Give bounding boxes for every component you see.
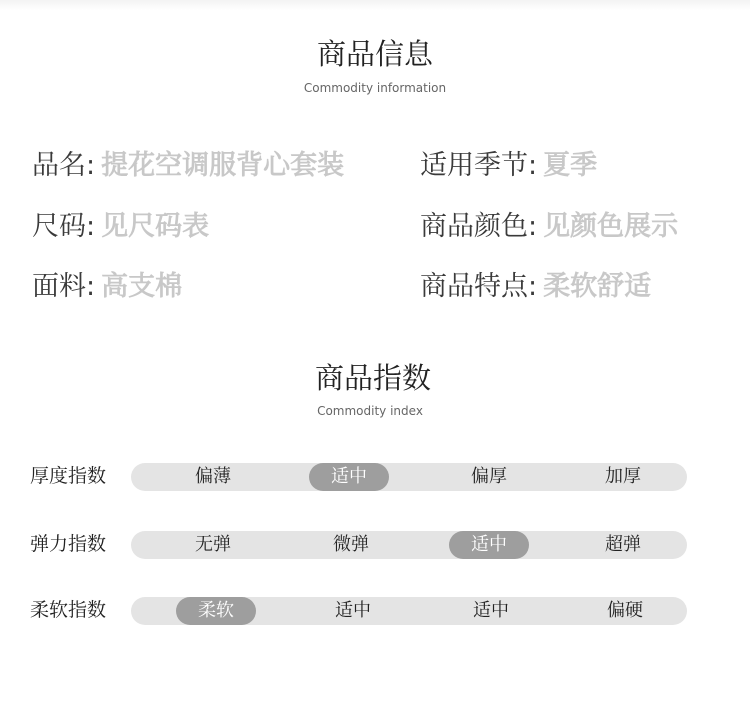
info-label: 商品颜色:	[420, 211, 538, 242]
index-row-label-thickness: 厚度指数	[30, 465, 107, 487]
index-option: 无弹	[195, 534, 231, 555]
index-option: 微弹	[333, 534, 369, 555]
info-value: 柔软舒适	[543, 271, 652, 302]
info-item-season	[420, 152, 597, 179]
index-option: 偏薄	[195, 466, 231, 487]
index-option: 偏厚	[471, 466, 507, 487]
info-item-name	[32, 152, 344, 179]
index-option: 加厚	[605, 466, 641, 487]
info-section-title: 商品信息	[316, 37, 433, 71]
index-track-softness	[131, 597, 687, 625]
index-track-elasticity	[131, 531, 687, 559]
index-option: 适中	[473, 600, 509, 621]
info-value: 夏季	[543, 150, 598, 181]
info-value: 提花空调服背心套装	[101, 150, 345, 181]
info-label: 品名:	[32, 150, 96, 181]
index-section-title: 商品指数	[314, 361, 431, 395]
index-option: 超弹	[605, 534, 641, 555]
index-track-thickness	[131, 463, 687, 491]
index-option: 适中	[335, 600, 371, 621]
index-option: 偏硬	[607, 600, 643, 621]
info-label: 适用季节:	[420, 150, 538, 181]
info-section-subtitle: Commodity information	[303, 81, 447, 95]
info-item-color	[420, 213, 678, 240]
index-option-selected: 适中	[449, 531, 529, 559]
info-item-feature	[420, 273, 651, 300]
top-edge-divider	[0, 0, 750, 10]
info-label: 尺码:	[32, 211, 96, 242]
info-value: 见颜色展示	[543, 211, 679, 242]
index-section-subtitle: Commodity index	[317, 404, 423, 418]
info-item-fabric	[32, 273, 182, 300]
index-option-selected: 适中	[309, 463, 389, 491]
info-label: 商品特点:	[420, 271, 538, 302]
info-item-size	[32, 213, 209, 240]
index-option-selected: 柔软	[176, 597, 256, 625]
index-row-label-elasticity: 弹力指数	[30, 533, 107, 555]
info-label: 面料:	[32, 271, 96, 302]
index-row-label-softness: 柔软指数	[30, 599, 107, 621]
info-value: 见尺码表	[101, 211, 210, 242]
info-value: 高支棉	[101, 271, 183, 302]
